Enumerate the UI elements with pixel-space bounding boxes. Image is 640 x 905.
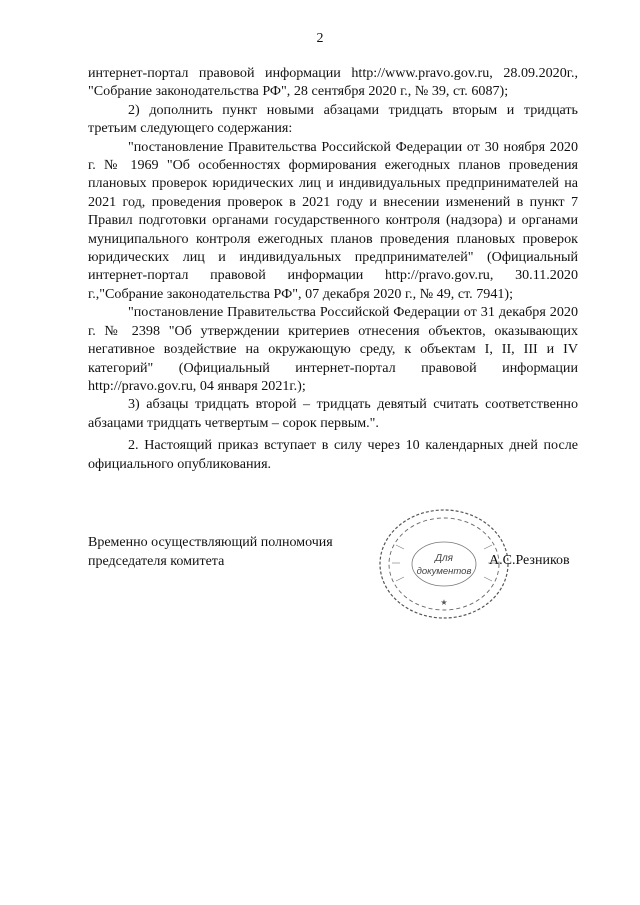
paragraph-quote-decree-1969: "постановление Правительства Российской Федерации от 30 ноября 2020 г. № 1969 "Об особенностях формирования ежегодных планов проведения плановых проверок юридических лиц и индивидуальных предпринимателей на 2021 год, проведения проверок в 2021 году и внесении изменений в пункт 7 Правил подготовки органами государственного контроля (надзора) и органами муниципального контроля ежегодных планов проведения плановых проверок юридических лиц и индивидуальных предпринимателей" (Официальный интернет-портал правовой информации http://pravo.gov.ru, 30.11.2020 г.,"Собрание законодательства РФ", 07 декабря 2020 г., № 49, ст. 7941);: [88, 138, 578, 302]
signatory-name: А.С.Резников: [489, 553, 570, 568]
svg-text:★: ★: [440, 598, 448, 607]
paragraph-quote-decree-2398: "постановление Правительства Российской Федерации от 31 декабря 2020 г. № 2398 "Об утверждении критериев отнесения объектов, оказывающих негативное воздействие на окружающую среду, к объектам I, II, III и IV категорий" (Официальный интернет-портал правовой информации http://pravo.gov.ru, 04 января 2021г.);: [88, 304, 578, 394]
paragraph-effective-date: 2. Настоящий приказ вступает в силу через 10 календарных дней после официального опубликования.: [88, 437, 578, 472]
svg-text:Для: Для: [434, 553, 454, 564]
signature-position: [88, 534, 333, 571]
page-number: 2: [316, 31, 324, 46]
signature-position-line-2: председателя комитета: [88, 553, 225, 569]
paragraph-continuation: интернет-портал правовой информации http://www.pravo.gov.ru, 28.09.2020г., "Собрание законодательства РФ", 28 сентября 2020 г., № 39, ст. 6087);: [88, 65, 578, 100]
paragraph-item-2: 2) дополнить пункт новыми абзацами тридцать вторым и тридцать третьим следующего содержания:: [88, 101, 578, 137]
signature-position-line-1: Временно осуществляющий полномочия: [88, 535, 333, 550]
document-body: [88, 64, 578, 473]
svg-text:документов: документов: [416, 566, 472, 577]
paragraph-item-3: 3) абзацы тридцать второй – тридцать девятый считать соответственно абзацами тридцать четвертым – сорок первым.".: [88, 396, 578, 431]
